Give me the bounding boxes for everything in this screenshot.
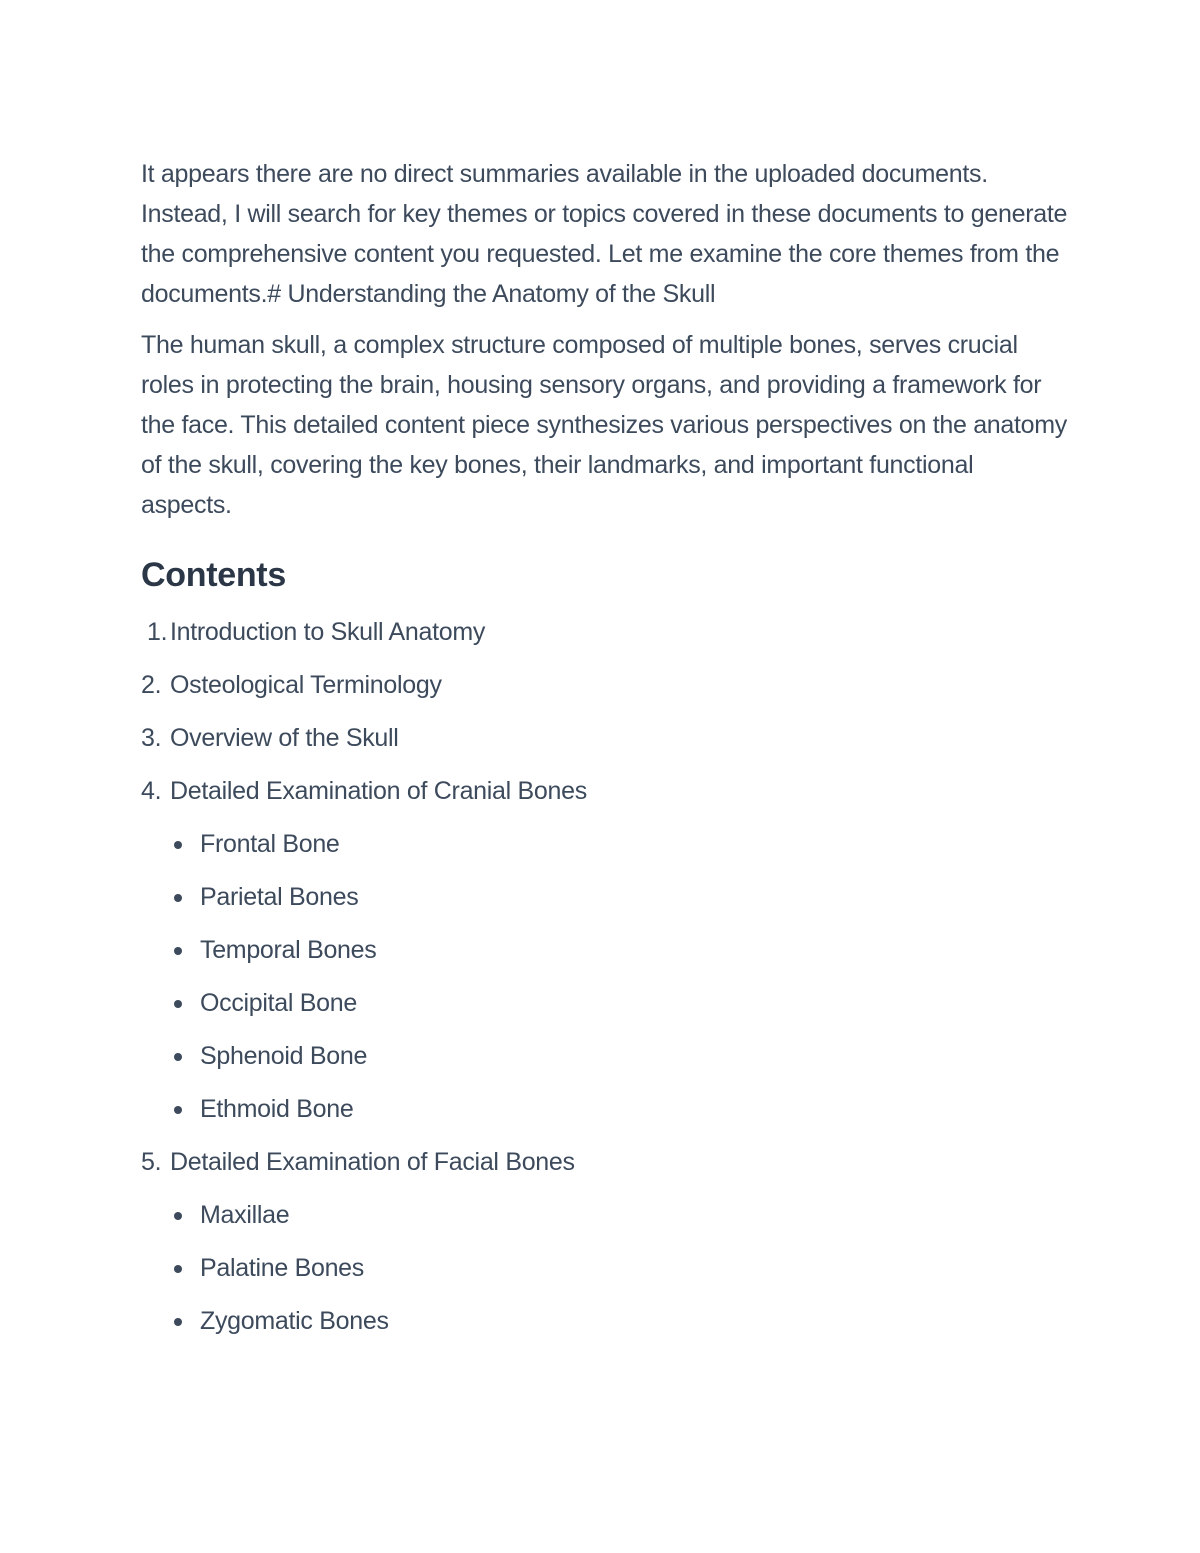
- bullet-icon: [174, 1212, 182, 1220]
- bullet-icon: [174, 1318, 182, 1326]
- contents-item: [141, 1144, 1070, 1181]
- contents-item: [141, 667, 1070, 704]
- contents-item-label: Overview of the Skull: [170, 724, 399, 752]
- contents-subitem: [172, 1250, 1070, 1287]
- contents-subitem: [172, 1038, 1070, 1075]
- contents-item: [141, 773, 1070, 810]
- contents-subitem-label: Temporal Bones: [200, 936, 377, 964]
- contents-sublist-wrapper: [141, 826, 1070, 1128]
- contents-item-label: Detailed Examination of Cranial Bones: [170, 777, 587, 805]
- cranial-bones-sublist: [141, 826, 1070, 1128]
- contents-subitem: [172, 985, 1070, 1022]
- bullet-icon: [174, 841, 182, 849]
- contents-sublist-wrapper: [141, 1197, 1070, 1340]
- bullet-icon: [174, 1053, 182, 1061]
- contents-item-number: 2.: [141, 671, 162, 699]
- contents-subitem: [172, 826, 1070, 863]
- skull-overview-paragraph: The human skull, a complex structure composed of multiple bones, serves crucial roles in protecting the brain, housing sensory organs, and providing a framework for the face. This detailed content piece synthesizes various perspectives on the anatomy of the skull, covering the key bones, their landmarks, and important functional aspects.: [141, 331, 1067, 519]
- bullet-icon: [174, 1265, 182, 1273]
- bullet-icon: [174, 894, 182, 902]
- contents-subitem-label: Palatine Bones: [200, 1254, 364, 1282]
- contents-item-label: Detailed Examination of Facial Bones: [170, 1148, 575, 1176]
- contents-subitem-label: Sphenoid Bone: [200, 1042, 368, 1070]
- contents-item: [141, 720, 1070, 757]
- facial-bones-sublist: [141, 1197, 1070, 1340]
- contents-subitem-label: Zygomatic Bones: [200, 1307, 389, 1335]
- contents-subitem-label: Occipital Bone: [200, 989, 357, 1017]
- contents-subitem: [172, 1091, 1070, 1128]
- contents-subitem-label: Frontal Bone: [200, 830, 340, 858]
- bullet-icon: [174, 947, 182, 955]
- contents-subitem: [172, 1303, 1070, 1340]
- contents-item-number: 4.: [141, 777, 162, 805]
- contents-heading: Contents: [141, 556, 286, 594]
- contents-subitem-label: Maxillae: [200, 1201, 290, 1229]
- bullet-icon: [174, 1106, 182, 1114]
- contents-subitem-label: Parietal Bones: [200, 883, 359, 911]
- contents-item-number: 3.: [141, 724, 162, 752]
- contents-subitem-label: Ethmoid Bone: [200, 1095, 354, 1123]
- intro-paragraph: It appears there are no direct summaries available in the uploaded documents. Instead, I will search for key themes or topics covered in these documents to generate the comprehensive content you requested. Let me examine the core themes from the documents.# Understanding the Anatomy of the Skull: [141, 160, 1068, 308]
- contents-item-label: Introduction to Skull Anatomy: [170, 618, 486, 646]
- contents-item-number: 5.: [141, 1148, 162, 1176]
- contents-subitem: [172, 932, 1070, 969]
- bullet-icon: [174, 1000, 182, 1008]
- contents-item-number: 1.: [147, 618, 168, 646]
- contents-subitem: [172, 879, 1070, 916]
- contents-item-label: Osteological Terminology: [170, 671, 442, 699]
- contents-list: [141, 614, 1070, 1340]
- contents-subitem: [172, 1197, 1070, 1234]
- contents-item: [141, 614, 1070, 651]
